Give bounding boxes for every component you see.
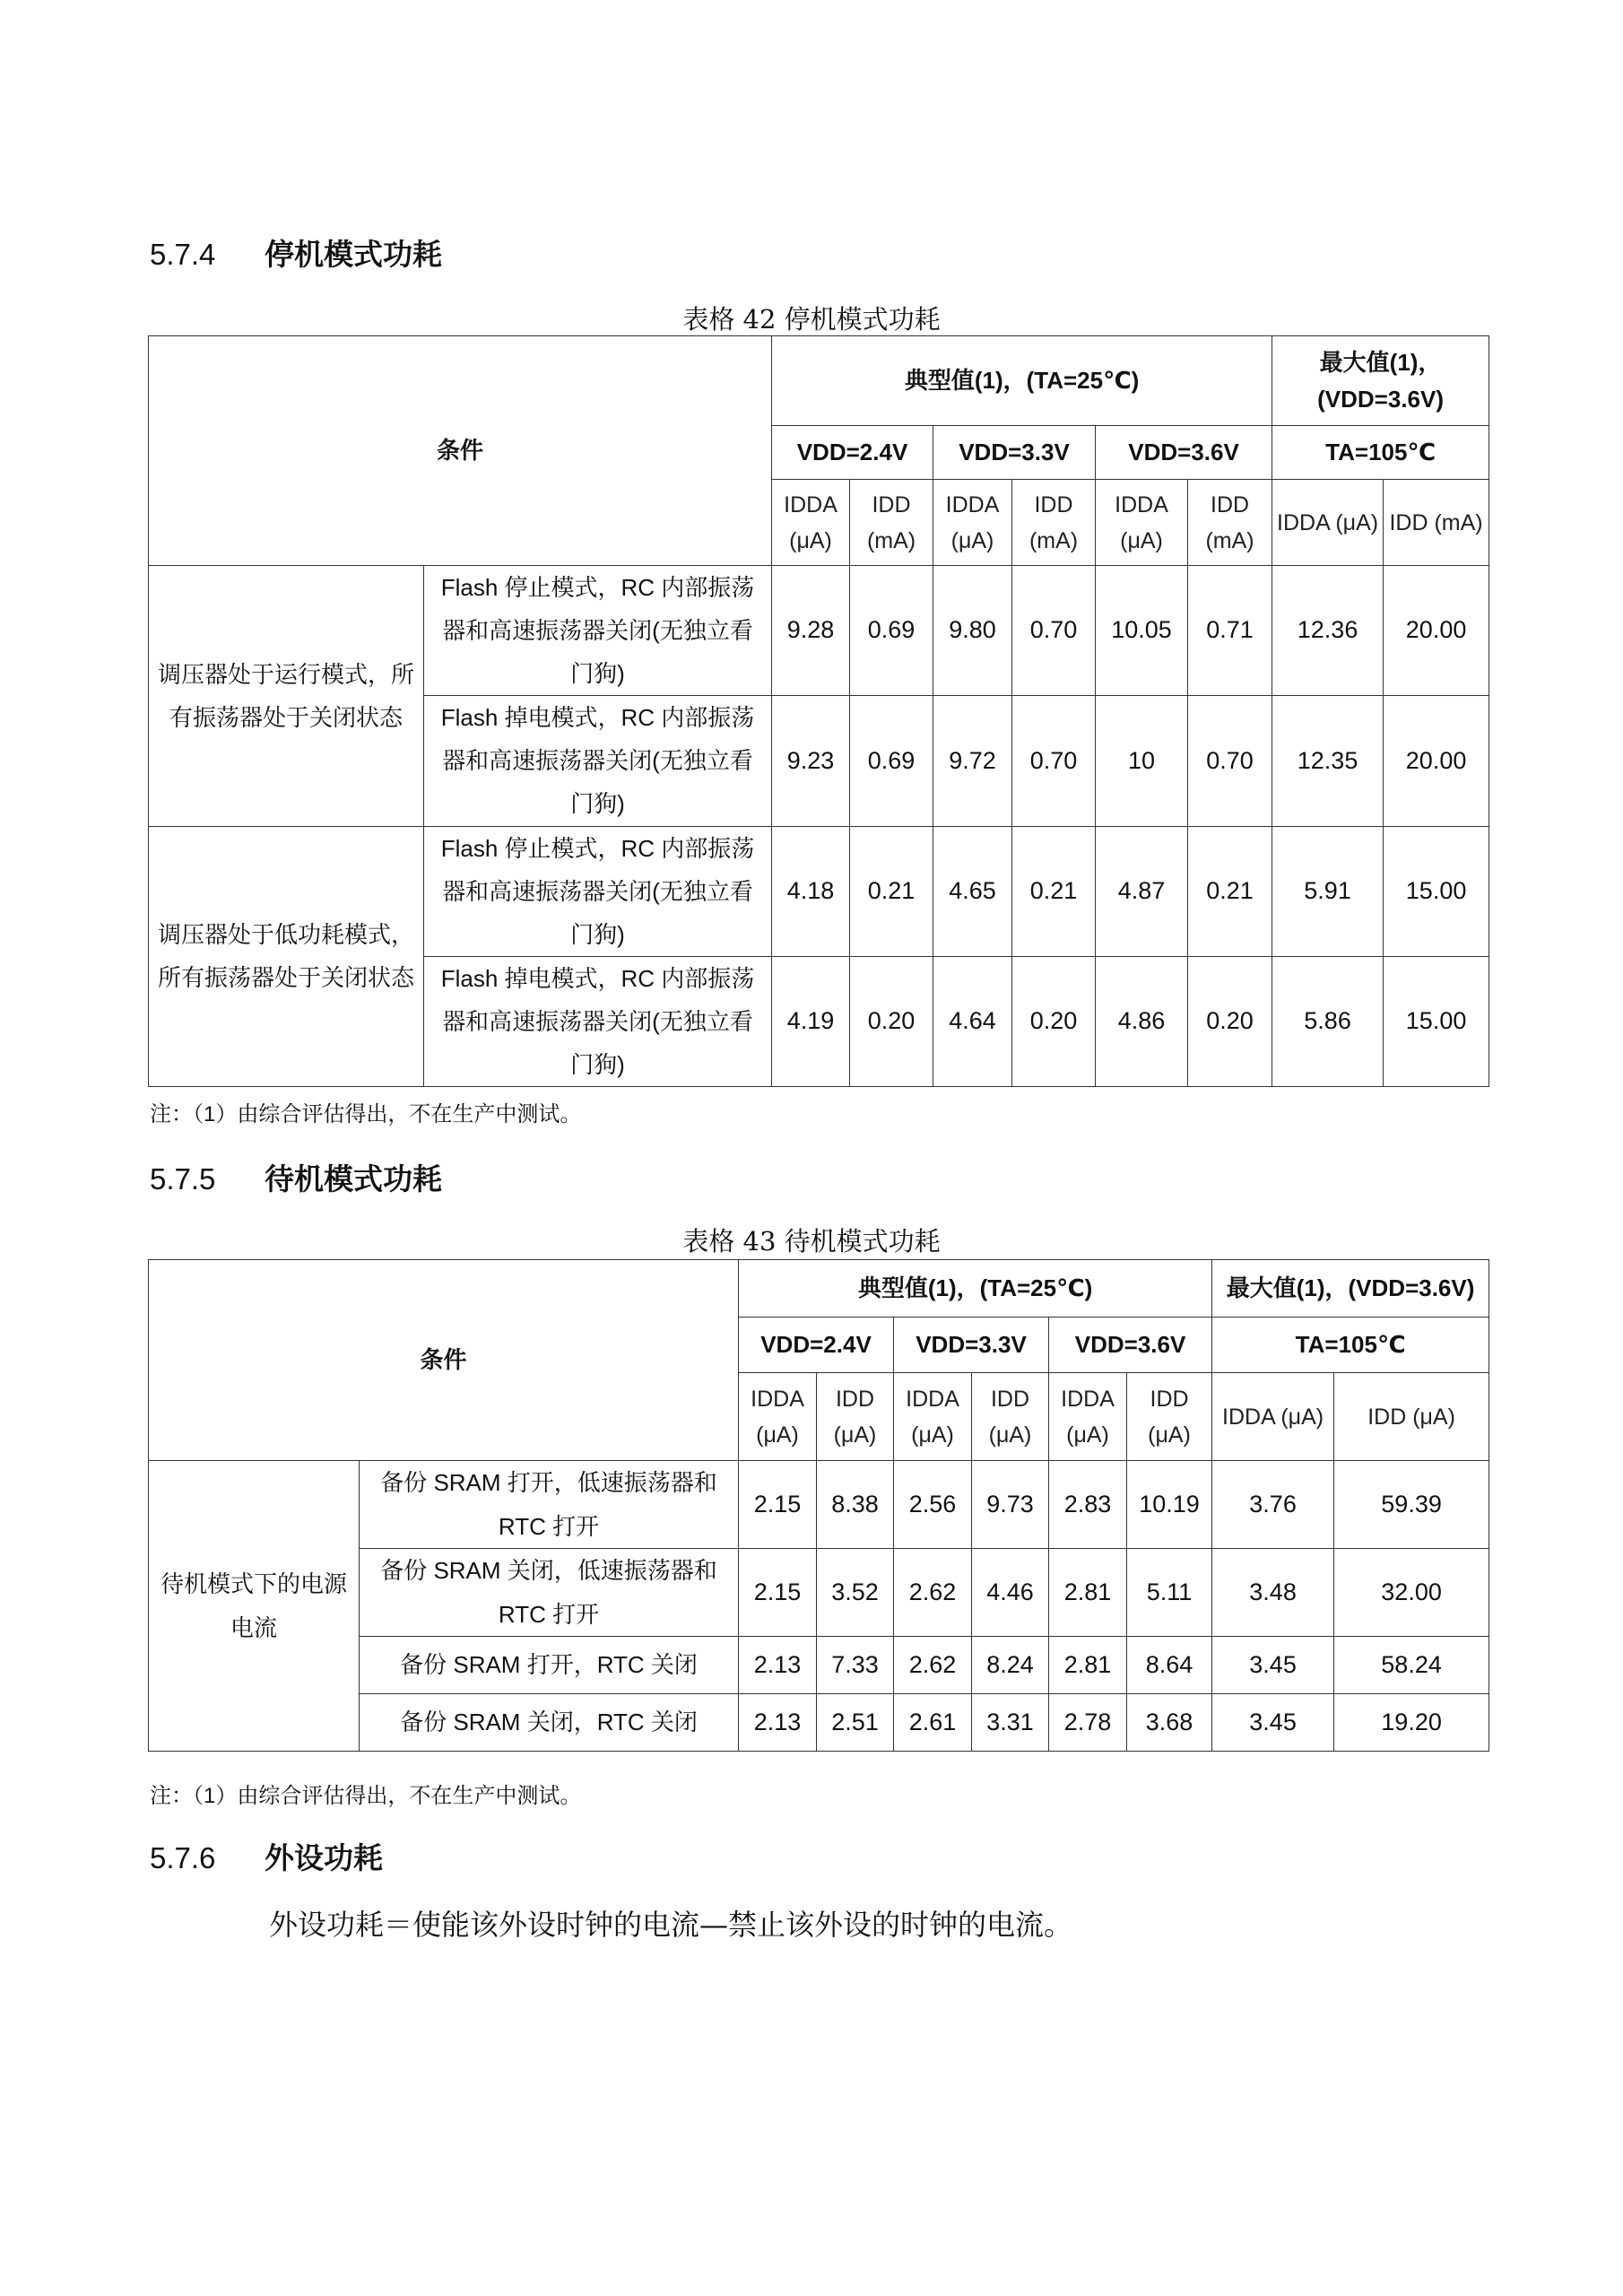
value-cell: 4.18 — [772, 826, 850, 956]
value-cell: 4.65 — [933, 826, 1012, 956]
unit-header: IDDA (μA) — [1096, 480, 1188, 566]
value-cell: 3.45 — [1212, 1637, 1334, 1694]
value-cell: 7.33 — [817, 1637, 894, 1694]
value-cell: 15.00 — [1384, 826, 1489, 956]
value-cell: 2.62 — [894, 1549, 972, 1637]
section-heading-5-7-5 — [150, 1156, 442, 1198]
header-vdd-3-3: VDD=3.3V — [933, 426, 1096, 480]
row-condition: 备份 SRAM 打开，RTC 关闭 — [360, 1637, 739, 1694]
value-cell: 9.28 — [772, 566, 850, 696]
value-cell: 3.45 — [1212, 1694, 1334, 1752]
header-vdd-3-6: VDD=3.6V — [1096, 426, 1272, 480]
value-cell: 32.00 — [1334, 1549, 1489, 1637]
value-cell: 19.20 — [1334, 1694, 1489, 1752]
value-cell: 2.15 — [739, 1461, 817, 1549]
table-42-note: 注：（1）由综合评估得出，不在生产中测试。 — [150, 1102, 582, 1126]
header-vdd-3-3: VDD=3.3V — [894, 1318, 1049, 1373]
header-typical: 典型值(1)，(TA=25℃) — [739, 1260, 1212, 1318]
unit-header: IDDA (μA) — [1212, 1373, 1334, 1461]
unit-header: IDD (μA) — [1127, 1373, 1212, 1461]
value-cell: 2.78 — [1049, 1694, 1127, 1752]
section-title: 停机模式功耗 — [265, 238, 442, 271]
value-cell: 3.48 — [1212, 1549, 1334, 1637]
table-row — [149, 566, 1489, 696]
section-title: 外设功耗 — [265, 1841, 383, 1874]
unit-header: IDD (mA) — [1384, 480, 1489, 566]
value-cell: 3.52 — [817, 1549, 894, 1637]
value-cell: 2.51 — [817, 1694, 894, 1752]
header-vdd-2-4: VDD=2.4V — [739, 1318, 894, 1373]
value-cell: 5.11 — [1127, 1549, 1212, 1637]
value-cell: 0.21 — [1012, 826, 1096, 956]
value-cell: 9.80 — [933, 566, 1012, 696]
group-label: 待机模式下的电源电流 — [149, 1461, 360, 1752]
value-cell: 2.13 — [739, 1637, 817, 1694]
value-cell: 0.20 — [850, 956, 933, 1086]
section-heading-5-7-4 — [150, 231, 442, 274]
value-cell: 12.36 — [1272, 566, 1384, 696]
unit-header: IDD (mA) — [1012, 480, 1096, 566]
value-cell: 9.23 — [772, 696, 850, 826]
value-cell: 0.69 — [850, 566, 933, 696]
row-condition: Flash 停止模式，RC 内部振荡器和高速振荡器关闭(无独立看门狗) — [424, 826, 772, 956]
row-condition: 备份 SRAM 关闭，RTC 关闭 — [360, 1694, 739, 1752]
value-cell: 8.38 — [817, 1461, 894, 1549]
header-vdd-3-6: VDD=3.6V — [1049, 1318, 1212, 1373]
value-cell: 0.70 — [1012, 566, 1096, 696]
header-condition: 条件 — [149, 1260, 739, 1461]
header-ta-105: TA=105℃ — [1272, 426, 1489, 480]
section-number: 5.7.6 — [150, 1841, 216, 1874]
value-cell: 2.83 — [1049, 1461, 1127, 1549]
value-cell: 2.61 — [894, 1694, 972, 1752]
unit-header: IDDA (μA) — [739, 1373, 817, 1461]
group-label: 调压器处于低功耗模式，所有振荡器处于关闭状态 — [149, 826, 424, 1087]
table-43-caption: 表格 43 待机模式功耗 — [682, 1226, 941, 1257]
value-cell: 0.20 — [1012, 956, 1096, 1086]
unit-header: IDDA (μA) — [1049, 1373, 1127, 1461]
value-cell: 10.05 — [1096, 566, 1188, 696]
table-42-caption: 表格 42 停机模式功耗 — [682, 304, 941, 335]
header-max: 最大值(1)，(VDD=3.6V) — [1212, 1260, 1489, 1318]
peripheral-power-text: 外设功耗＝使能该外设时钟的电流—禁止该外设的时钟的电流。 — [269, 1908, 1073, 1942]
value-cell: 0.21 — [850, 826, 933, 956]
value-cell: 4.87 — [1096, 826, 1188, 956]
value-cell: 12.35 — [1272, 696, 1384, 826]
header-max: 最大值(1)，(VDD=3.6V) — [1272, 336, 1489, 426]
value-cell: 0.70 — [1188, 696, 1272, 826]
value-cell: 9.72 — [933, 696, 1012, 826]
value-cell: 8.24 — [972, 1637, 1049, 1694]
row-condition: Flash 停止模式，RC 内部振荡器和高速振荡器关闭(无独立看门狗) — [424, 566, 772, 696]
table-row — [149, 1461, 1489, 1549]
unit-header: IDD (μA) — [817, 1373, 894, 1461]
value-cell: 20.00 — [1384, 566, 1489, 696]
value-cell: 10.19 — [1127, 1461, 1212, 1549]
value-cell: 3.68 — [1127, 1694, 1212, 1752]
value-cell: 10 — [1096, 696, 1188, 826]
value-cell: 15.00 — [1384, 956, 1489, 1086]
value-cell: 58.24 — [1334, 1637, 1489, 1694]
value-cell: 4.19 — [772, 956, 850, 1086]
unit-header: IDDA (μA) — [894, 1373, 972, 1461]
value-cell: 0.20 — [1188, 956, 1272, 1086]
unit-header: IDD (μA) — [972, 1373, 1049, 1461]
table-43 — [148, 1259, 1489, 1752]
value-cell: 4.46 — [972, 1549, 1049, 1637]
header-condition: 条件 — [149, 336, 772, 566]
header-ta-105: TA=105℃ — [1212, 1318, 1489, 1373]
row-condition: 备份 SRAM 关闭，低速振荡器和 RTC 打开 — [360, 1549, 739, 1637]
section-heading-5-7-6 — [150, 1835, 383, 1877]
value-cell: 2.56 — [894, 1461, 972, 1549]
table-42 — [148, 335, 1489, 1087]
table-row — [149, 826, 1489, 956]
unit-header: IDDA (μA) — [772, 480, 850, 566]
unit-header: IDD (mA) — [850, 480, 933, 566]
unit-header: IDD (mA) — [1188, 480, 1272, 566]
row-condition: 备份 SRAM 打开，低速振荡器和 RTC 打开 — [360, 1461, 739, 1549]
header-vdd-2-4: VDD=2.4V — [772, 426, 933, 480]
section-number: 5.7.5 — [150, 1162, 216, 1196]
value-cell: 20.00 — [1384, 696, 1489, 826]
value-cell: 2.62 — [894, 1637, 972, 1694]
value-cell: 59.39 — [1334, 1461, 1489, 1549]
row-condition: Flash 掉电模式，RC 内部振荡器和高速振荡器关闭(无独立看门狗) — [424, 696, 772, 826]
table-43-note: 注：（1）由综合评估得出，不在生产中测试。 — [150, 1784, 582, 1808]
unit-header: IDDA (μA) — [1272, 480, 1384, 566]
unit-header: IDD (μA) — [1334, 1373, 1489, 1461]
value-cell: 0.71 — [1188, 566, 1272, 696]
value-cell: 0.69 — [850, 696, 933, 826]
section-number: 5.7.4 — [150, 238, 216, 271]
value-cell: 2.13 — [739, 1694, 817, 1752]
header-typical: 典型值(1)，(TA=25℃) — [772, 336, 1272, 426]
value-cell: 8.64 — [1127, 1637, 1212, 1694]
value-cell: 2.81 — [1049, 1637, 1127, 1694]
value-cell: 0.70 — [1012, 696, 1096, 826]
value-cell: 3.31 — [972, 1694, 1049, 1752]
unit-header: IDDA (μA) — [933, 480, 1012, 566]
value-cell: 5.86 — [1272, 956, 1384, 1086]
value-cell: 2.81 — [1049, 1549, 1127, 1637]
value-cell: 5.91 — [1272, 826, 1384, 956]
value-cell: 4.64 — [933, 956, 1012, 1086]
section-title: 待机模式功耗 — [265, 1162, 442, 1196]
value-cell: 4.86 — [1096, 956, 1188, 1086]
group-label: 调压器处于运行模式，所有振荡器处于关闭状态 — [149, 566, 424, 827]
row-condition: Flash 掉电模式，RC 内部振荡器和高速振荡器关闭(无独立看门狗) — [424, 956, 772, 1086]
value-cell: 2.15 — [739, 1549, 817, 1637]
value-cell: 9.73 — [972, 1461, 1049, 1549]
value-cell: 3.76 — [1212, 1461, 1334, 1549]
value-cell: 0.21 — [1188, 826, 1272, 956]
